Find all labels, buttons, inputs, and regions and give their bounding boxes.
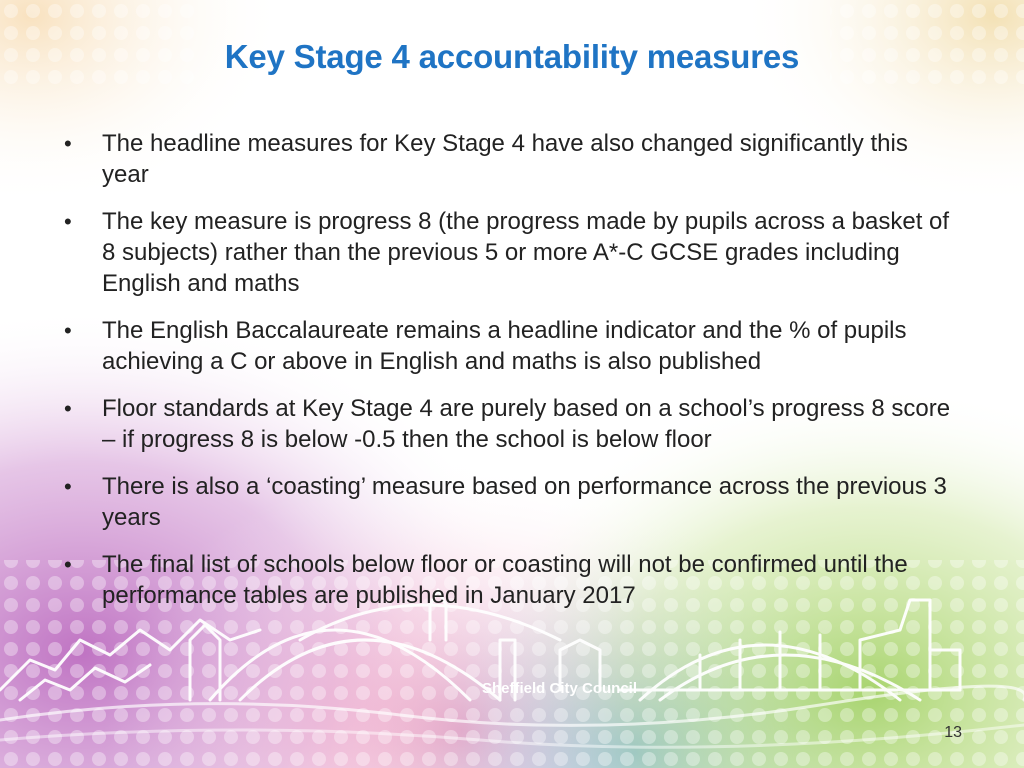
bullet-glyph: • bbox=[64, 131, 72, 156]
bullet-text: The final list of schools below floor or coasting will not be confirmed until the performance tables are published in January 2017 bbox=[102, 551, 908, 609]
bullet-list bbox=[60, 128, 960, 627]
bullet-text: The headline measures for Key Stage 4 have also changed significantly this year bbox=[102, 130, 908, 188]
bullet-glyph: • bbox=[64, 318, 72, 343]
bullet-text: The English Baccalaureate remains a headline indicator and the % of pupils achieving a C or above in English and maths is also published bbox=[102, 317, 907, 375]
bullet-item bbox=[60, 471, 960, 533]
bullet-item bbox=[60, 315, 960, 377]
bullet-glyph: • bbox=[64, 474, 72, 499]
slide-title: Key Stage 4 accountability measures bbox=[224, 38, 800, 75]
bullet-glyph: • bbox=[64, 552, 72, 577]
bullet-item bbox=[60, 549, 960, 611]
bullet-item bbox=[60, 128, 960, 190]
bullet-text: Floor standards at Key Stage 4 are purely based on a school’s progress 8 score – if progress 8 is below -0.5 then the school is below floor bbox=[102, 395, 951, 453]
bullet-glyph: • bbox=[64, 209, 72, 234]
council-logo-text: Sheffield City Council bbox=[482, 680, 638, 697]
bullet-item bbox=[60, 393, 960, 455]
bullet-glyph: • bbox=[64, 396, 72, 421]
bullet-item bbox=[60, 206, 960, 299]
bullet-text: The key measure is progress 8 (the progress made by pupils across a basket of 8 subjects) rather than the previous 5 or more A*-C GCSE grades including English and maths bbox=[102, 208, 950, 297]
bullet-text: There is also a ‘coasting’ measure based on performance across the previous 3 years bbox=[102, 473, 947, 531]
page-number: 13 bbox=[944, 724, 962, 741]
